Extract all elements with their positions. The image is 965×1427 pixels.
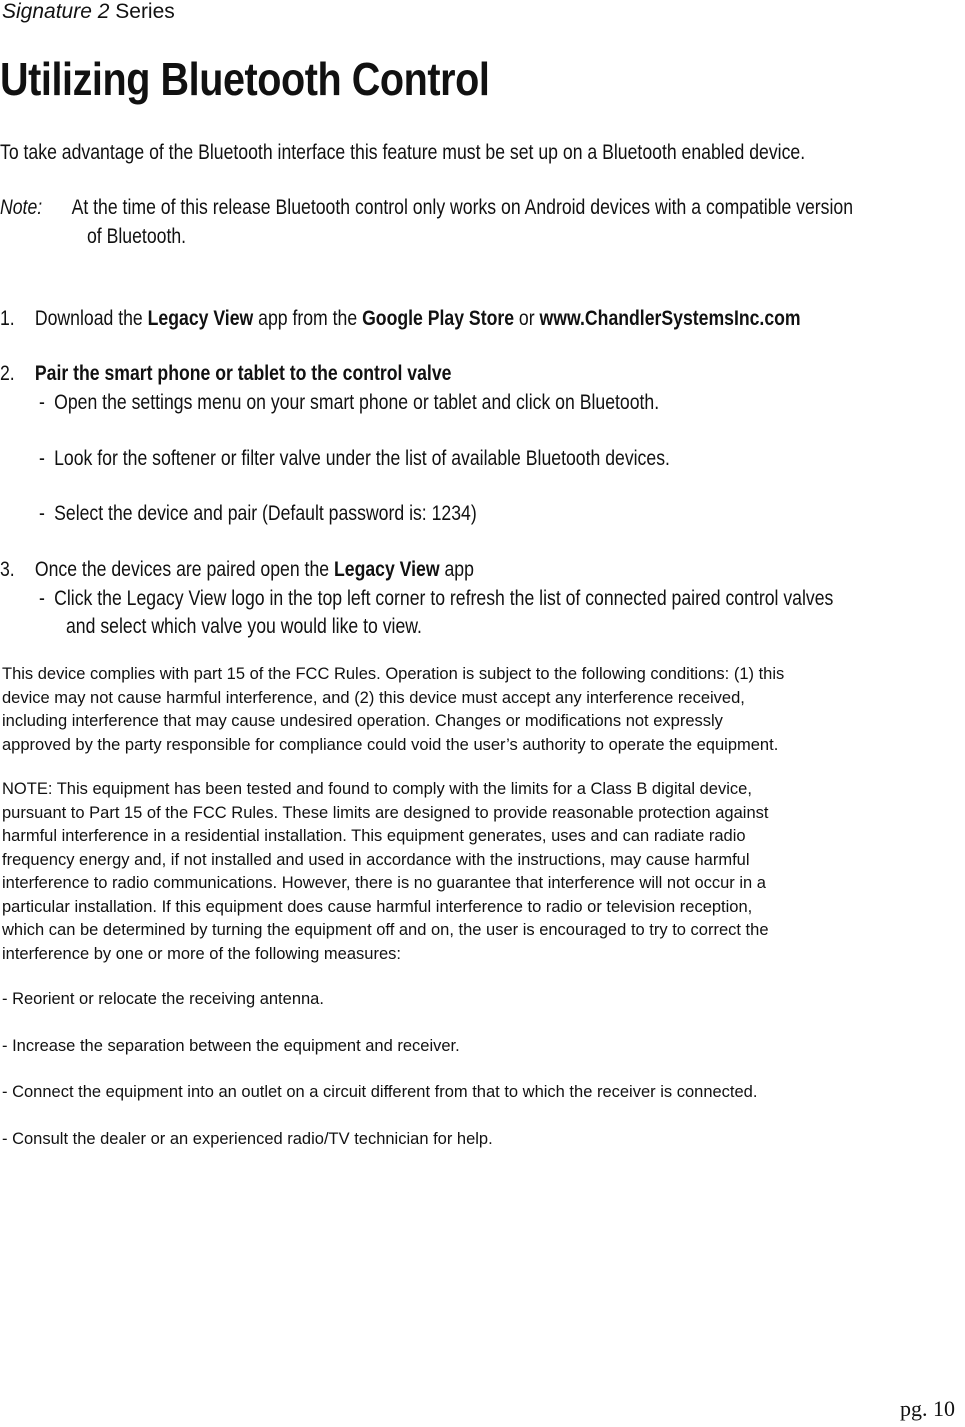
step-1-text-b: app from the	[253, 307, 363, 330]
fcc-note-line: particular installation. If this equipment does cause harmful interference to radio or television reception,	[2, 897, 753, 916]
series-name: Signature 2	[2, 0, 110, 23]
intro-paragraph: To take advantage of the Bluetooth interface this feature must be set up on a Bluetooth enabled device.	[0, 141, 806, 164]
step-1	[0, 305, 801, 333]
step-3-sub-1-continued: and select which valve you would like to view.	[66, 615, 422, 638]
page-title: Utilizing Bluetooth Control	[0, 53, 490, 105]
dash: -	[39, 391, 45, 414]
page-number: pg. 10	[900, 1396, 955, 1421]
step-2-sub-1	[39, 389, 659, 417]
fcc-compliance-line: device may not cause harmful interference, and (2) this device must accept any interference received,	[2, 688, 745, 707]
step-2-sub-2-text: Look for the softener or filter valve under the list of available Bluetooth devices.	[54, 447, 670, 470]
measure-item: - Consult the dealer or an experienced radio/TV technician for help.	[2, 1130, 493, 1148]
step-number: 3.	[0, 558, 15, 581]
fcc-compliance-line: approved by the party responsible for compliance could void the user’s authority to operate the equipment.	[2, 735, 779, 754]
step-2-sub-2	[39, 445, 670, 473]
step-2-sub-1-text: Open the settings menu on your smart phone or tablet and click on Bluetooth.	[54, 391, 660, 414]
step-2	[0, 360, 451, 388]
fcc-compliance-paragraph	[2, 663, 962, 757]
app-name: Legacy View	[147, 307, 254, 330]
dash: -	[39, 502, 45, 525]
dash: -	[39, 447, 45, 470]
note-text-1: At the time of this release Bluetooth control only works on Android devices with a compatible version	[71, 196, 854, 219]
fcc-note-line: pursuant to Part 15 of the FCC Rules. These limits are designed to provide reasonable protection against	[2, 803, 769, 822]
step-3-sub-1-text: Click the Legacy View logo in the top left corner to refresh the list of connected paired control valves	[54, 587, 834, 610]
fcc-note-paragraph	[2, 778, 962, 966]
step-2-heading: Pair the smart phone or tablet to the control valve	[34, 362, 452, 385]
fcc-compliance-line: This device complies with part 15 of the FCC Rules. Operation is subject to the following conditions: (1) this	[2, 665, 785, 683]
fcc-note-line: harmful interference in a residential installation. This equipment generates, uses and can radiate radio	[2, 827, 746, 845]
app-name: Legacy View	[333, 558, 440, 581]
fcc-note-line: frequency energy and, if not installed and used in accordance with the instructions, may cause harmful	[2, 850, 750, 869]
note-label: Note:	[0, 196, 43, 219]
step-3-text-a: Once the devices are paired open the	[34, 558, 334, 581]
step-1-text-a: Download the	[34, 307, 148, 330]
document-header	[2, 0, 175, 24]
step-1-text-c: or	[514, 307, 540, 330]
measure-item: - Increase the separation between the equipment and receiver.	[2, 1037, 460, 1055]
note-text-2: of Bluetooth.	[87, 225, 187, 248]
step-3-text-b: app	[439, 558, 474, 581]
fcc-note-line: which can be determined by turning the equipment off and on, the user is encouraged to try to correct the	[2, 921, 769, 939]
fcc-compliance-line: including interference that may cause undesired operation. Changes or modifications not expressly	[2, 712, 723, 730]
fcc-note-line: interference by one or more of the following measures:	[2, 944, 401, 963]
step-3	[0, 556, 474, 584]
series-suffix: Series	[109, 0, 175, 23]
store-name: Google Play Store	[362, 307, 515, 330]
note-line-1	[0, 194, 853, 222]
website-link: www.ChandlerSystemsInc.com	[539, 307, 801, 330]
dash: -	[39, 587, 45, 610]
step-number: 2.	[0, 362, 15, 385]
step-number: 1.	[0, 307, 15, 330]
measure-item: - Reorient or relocate the receiving antenna.	[2, 990, 324, 1008]
measure-item: - Connect the equipment into an outlet on a circuit different from that to which the receiver is connected.	[2, 1083, 758, 1101]
step-2-sub-3	[39, 500, 477, 528]
fcc-note-line: interference to radio communications. However, there is no guarantee that interference will not occur in a	[2, 874, 766, 892]
step-3-sub-1	[39, 585, 833, 613]
step-2-sub-3-text: Select the device and pair (Default password is: 1234)	[54, 502, 477, 525]
fcc-note-line: NOTE: This equipment has been tested and found to comply with the limits for a Class B digital device,	[2, 780, 752, 798]
